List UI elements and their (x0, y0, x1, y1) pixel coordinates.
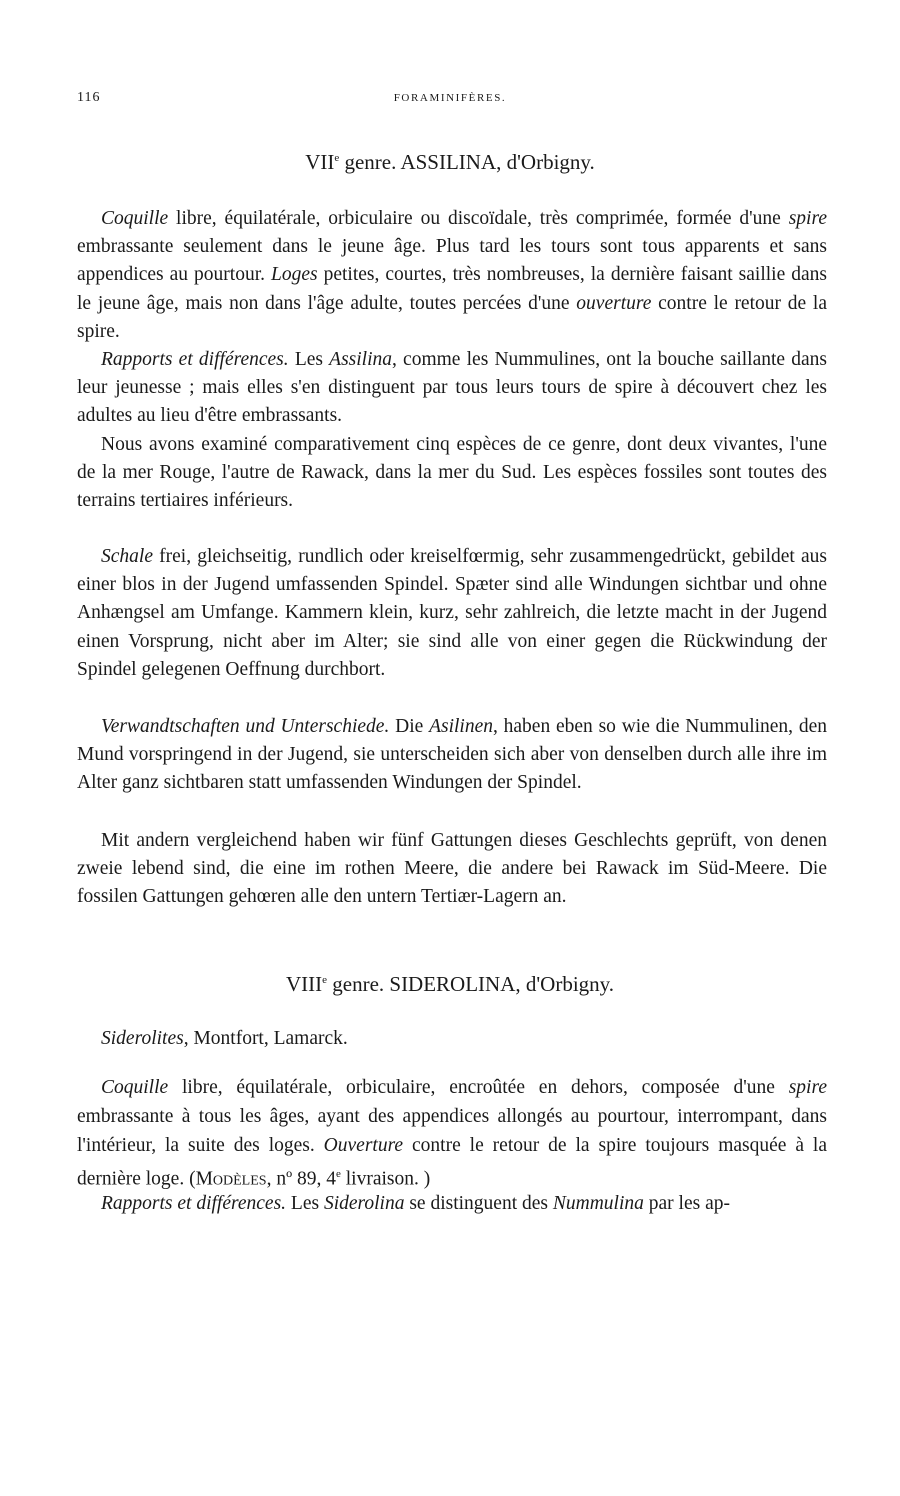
text-run: petites, courtes, très nombreuses, la dernière faisant saillie dans le jeune âge, mais non dans l'âge adulte, toutes percées d'une (77, 264, 827, 314)
assilina-verwandtschaften-de (77, 713, 827, 798)
text-run: Nous avons examiné comparativement cinq espèces de ce genre, dont deux vivantes, l'une de la mer Rouge, l'autre de Rawack, dans la mer du Sud. Les espèces fossiles sont toutes des terrains tertiaires inférieurs. (77, 434, 827, 512)
genus-heading-assilina (0, 150, 900, 175)
term-spire: spire (788, 1077, 827, 1098)
subsection-label: Rapports et différences. (101, 1193, 287, 1214)
text-run: par les ap- (643, 1193, 730, 1214)
term-coquille: Coquille (101, 1077, 169, 1098)
siderolina-description-fr (77, 1073, 827, 1194)
page-number: 116 (77, 90, 101, 105)
text-run: contre le retour de la spire. (77, 292, 827, 342)
text-run: livraison. ) (340, 1168, 431, 1190)
term-spire: spire (788, 208, 827, 229)
siderolina-rapports-fr (77, 1190, 827, 1218)
running-head (77, 90, 823, 110)
term-schale: Schale (101, 546, 153, 567)
text-run: embrassante seulement dans le jeune âge. Plus tard les tours sont tous apparents et sans appendices au pourtour. (77, 236, 827, 286)
text-run: , nº 89, 4 (266, 1168, 336, 1190)
running-title: FORAMINIFÈRES. (393, 92, 507, 104)
text-run: , comme les Nummulines, ont la bouche saillante dans leur jeunesse ; mais elles s'en distinguent par tous leurs tours de spire à découvert chez les adultes au lieu d'être embrassants. (77, 349, 827, 427)
assilina-species-fr (77, 431, 827, 516)
text-run: Les (286, 1193, 324, 1214)
heading-sup: e (322, 974, 327, 986)
heading-text: genre. SIDEROLINA, d'Orbigny. (327, 972, 615, 996)
siderolina-synonym (77, 1025, 827, 1053)
assilina-species-de (77, 827, 827, 912)
assilina-rapports-fr (77, 346, 827, 431)
term-nummulina: Nummulina (552, 1193, 644, 1214)
text-run: se distinguent des (404, 1193, 553, 1214)
text-run: Die (389, 716, 430, 737)
text-run: , haben eben so wie die Nummulinen, den Mund vorspringend in der Jugend, sie unterscheiden sich aber von denselben durch alle ihre im Alter ganz sichtbaren statt umfassenden Windungen der Spindel. (77, 716, 828, 794)
heading-sup: e (334, 152, 340, 164)
term-coquille: Coquille (101, 208, 169, 229)
term-ouverture: Ouverture (323, 1135, 404, 1156)
term-assilina: Assilina (329, 349, 392, 370)
text-run: libre, équilatérale, orbiculaire ou discoïdale, très comprimée, formée d'une (168, 208, 789, 229)
term-ouverture: ouverture (576, 292, 652, 314)
term-loges: Loges (271, 264, 318, 286)
text-run: contre le retour de la spire toujours masquée à la dernière loge. ( (77, 1135, 827, 1190)
text-run: , Montfort, Lamarck. (183, 1028, 348, 1049)
term-siderolina: Siderolina (323, 1193, 405, 1214)
text-run: frei, gleichseitig, rundlich oder kreiselfœrmig, sehr zusammengedrückt, gebildet aus einer blos in der Jugend umfassenden Spindel. Spæter sind alle Windungen sichtbar und ohne Anhængsel am Umfange. Kammern klein, kurz, sehr zahlreich, die letzte macht in der Jugend einen Vorsprung, nicht aber im Alter; sie sind alle von einer gegen die Rückwindung der Spindel gelegenen Oeffnung durchbort. (77, 546, 827, 680)
text-run: Mit andern vergleichend haben wir fünf Gattungen dieses Geschlechts geprüft, von denen zweie lebend sind, die eine im rothen Meere, die andere bei Rawack im Süd-Meere. Die fossilen Gattungen gehœren alle den untern Tertiær-Lagern an. (77, 830, 827, 908)
text-run: libre, équilatérale, orbiculaire, encroûtée en dehors, composée d'une (168, 1077, 789, 1098)
text-run: Les (288, 349, 330, 370)
subsection-label: Rapports et différences. (101, 349, 289, 370)
heading-numeral: VIII (285, 972, 323, 996)
term-asilinen: Asilinen (429, 716, 493, 737)
assilina-description-de (77, 543, 827, 684)
superscript: e (336, 1168, 341, 1180)
term-siderolites: Siderolites (101, 1028, 184, 1049)
heading-numeral: VII (305, 150, 335, 174)
heading-text: genre. ASSILINA, d'Orbigny. (339, 150, 595, 174)
genus-heading-siderolina (0, 972, 900, 997)
text-run: embrassante à tous les âges, ayant des appendices allongés au pourtour, interrompant, dans l'intérieur, la suite des loges. (77, 1106, 827, 1156)
subsection-label: Verwandtschaften und Unterschiede. (101, 716, 390, 737)
assilina-description-fr (77, 205, 827, 346)
modeles-reference: Modèles (195, 1168, 267, 1190)
